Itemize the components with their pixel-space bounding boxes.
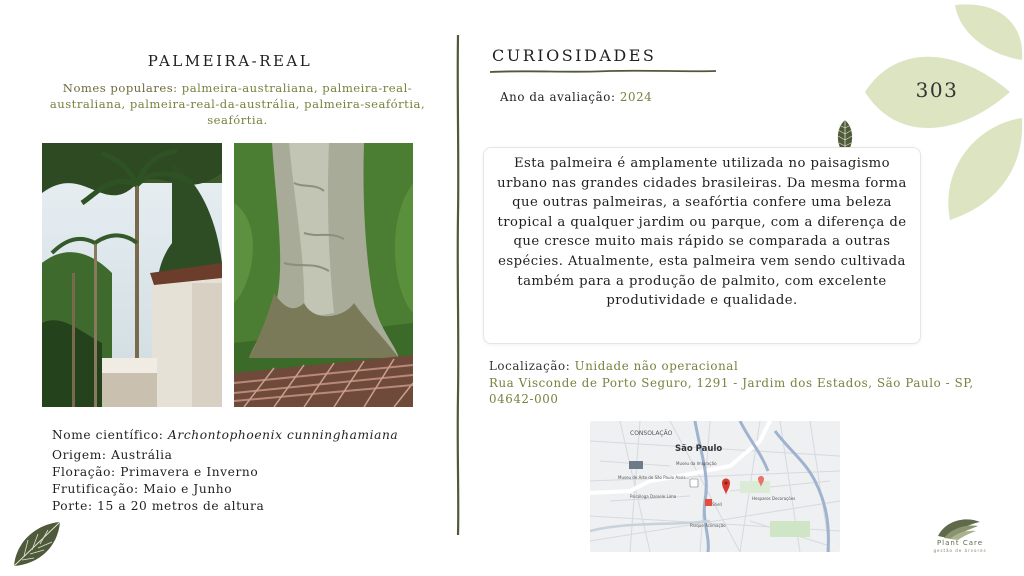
column-divider [455, 35, 461, 535]
logo-tagline: gestão de árvores [933, 548, 987, 553]
palm-tree-photo [42, 143, 222, 407]
map-district: CONSOLAÇÃO [630, 430, 673, 437]
origin-value: Austrália [111, 448, 173, 462]
flowering-label: Floração: [52, 465, 116, 479]
plant-facts [52, 427, 398, 515]
evaluation-year-value: 2024 [619, 90, 653, 104]
map-poi-1: Museu de Arte de São Paulo Assis... [618, 475, 690, 480]
location-unit: Unidade não operacional [574, 359, 739, 373]
origin-row [52, 447, 398, 464]
map-poi-2: Museu da Imigração [676, 461, 717, 466]
map-poi-6: Parque Aclimação [690, 523, 726, 528]
size-row [52, 498, 398, 515]
museum-icon [629, 461, 643, 469]
logo-name: Plant Care [936, 539, 984, 547]
size-label: Porte: [52, 499, 93, 513]
title-underline [490, 67, 716, 75]
location-map[interactable] [590, 421, 840, 552]
location-label: Localização: [489, 359, 571, 373]
shop-icon [690, 479, 698, 487]
size-value: 15 a 20 metros de altura [97, 499, 265, 513]
map-city: São Paulo [675, 444, 723, 454]
leaf-icon [10, 520, 62, 568]
gas-station-icon [705, 499, 712, 506]
fruiting-row [52, 481, 398, 498]
popular-names-label: Nomes populares: [62, 81, 178, 95]
fruiting-label: Frutificação: [52, 482, 139, 496]
map-poi-4: Shell [712, 502, 722, 507]
flowering-value: Primavera e Inverno [120, 465, 259, 479]
plant-title: PALMEIRA-REAL [147, 52, 313, 70]
evaluation-year-label: Ano da avaliação: [500, 90, 616, 104]
curiosity-text: Esta palmeira é amplamente utilizada no paisagismo urbano nas grandes cidades brasileiras. Da mesma forma que outras palmeiras, a seafórtia confere uma beleza tropical a qualquer jardim ou parque, com a diferença de que cresce muito mais rápido se comparada a outras espécies. Atualmente, esta palmeira vem sendo cultivada também para a produção de palmito, com excelente produtividade e qualidade. [497, 156, 907, 309]
curiosities-title: CURIOSIDADES [492, 46, 657, 65]
scientific-name-value: Archontophoenix cunninghamiana [168, 428, 399, 442]
palm-trunk-photo [234, 143, 413, 407]
map-poi-5: Hesparos Decorações [752, 496, 796, 501]
location-address: Rua Visconde de Porto Seguro, 1291 - Jardim dos Estados, São Paulo - SP, 04642-000 [489, 375, 974, 406]
popular-names [40, 80, 435, 128]
location-info [489, 358, 989, 408]
flowering-row [52, 464, 398, 481]
scientific-name-row [52, 427, 398, 444]
plant-number: 303 [915, 78, 959, 102]
fruiting-value: Maio e Junho [143, 482, 233, 496]
origin-label: Origem: [52, 448, 107, 462]
location-unit-row [489, 358, 989, 375]
popular-names-value: palmeira-australiana, palmeira-real-australiana, palmeira-real-da-austrália, palmeira-seafórtia, seafórtia. [49, 81, 426, 127]
scientific-name-label: Nome científico: [52, 428, 164, 442]
map-poi-3: Psicóloga Daniele Lima [630, 494, 677, 499]
evaluation-year [500, 90, 652, 104]
